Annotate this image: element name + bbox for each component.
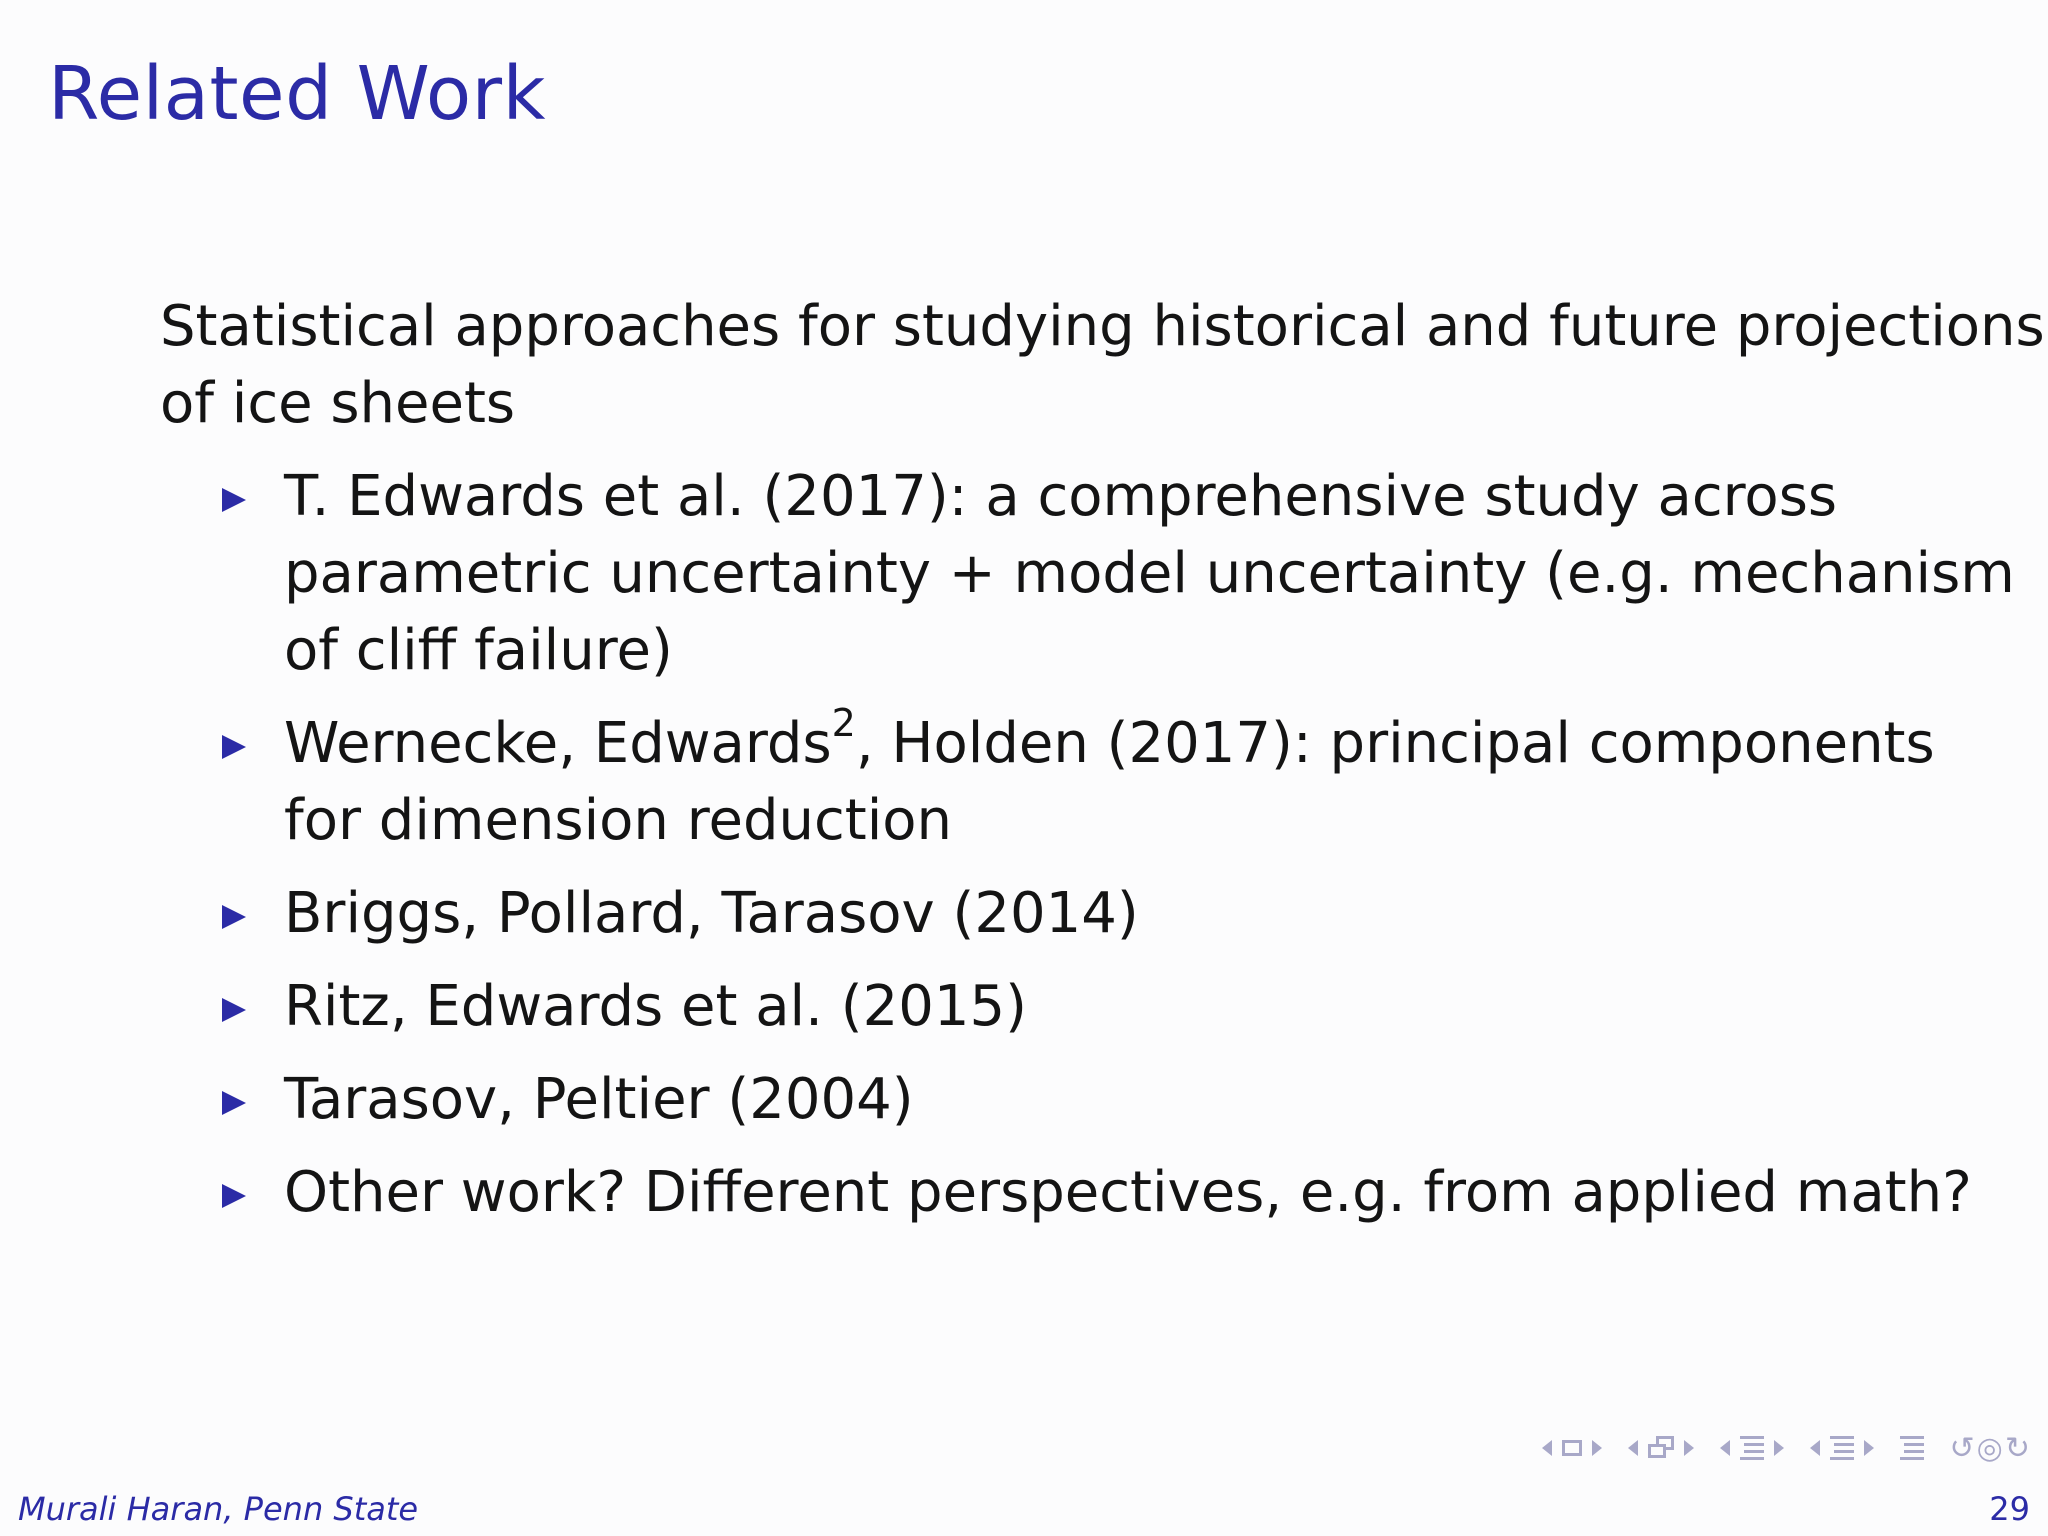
intro-text [160, 288, 2045, 442]
superscript: 2 [831, 701, 856, 746]
bullet-line: of cliff failure) [284, 618, 673, 683]
arrow-left-icon[interactable] [1542, 1440, 1552, 1456]
arrow-right-icon[interactable] [1774, 1440, 1784, 1456]
arrow-left-icon[interactable] [1810, 1440, 1820, 1456]
bullet-item [160, 875, 1920, 952]
arrow-right-icon[interactable] [1864, 1440, 1874, 1456]
bullet-line: Ritz, Edwards et al. (2015) [284, 974, 1027, 1039]
section-nav-icon[interactable] [1740, 1436, 1764, 1460]
bullet-item [160, 701, 1935, 859]
bullet-list [160, 458, 2015, 1231]
bullet-item [160, 968, 1920, 1045]
search-nav[interactable] [1950, 1431, 2032, 1466]
bullet-line: T. Edwards et al. (2017): a comprehensive study across [284, 464, 1838, 529]
bullet-line: Briggs, Pollard, Tarasov (2014) [284, 881, 1139, 946]
bullet-text: , Holden (2017): principal components [855, 711, 1935, 776]
bullet-item [160, 458, 2015, 689]
beamer-navigation-bar [1516, 1428, 2032, 1468]
search-icon[interactable]: ↺◎↻ [1949, 1430, 2032, 1466]
arrow-left-icon[interactable] [1720, 1440, 1730, 1456]
align-icon[interactable] [1900, 1436, 1924, 1460]
arrow-right-icon[interactable] [1684, 1440, 1694, 1456]
subsection-nav[interactable] [1628, 1436, 1694, 1460]
intro-line-1: Statistical approaches for studying historical and future projections [160, 294, 2045, 359]
slide-nav-icon[interactable] [1830, 1436, 1854, 1460]
section-nav[interactable] [1720, 1436, 1784, 1460]
bullet-triangle-icon [222, 998, 246, 1022]
frame-nav[interactable] [1542, 1440, 1602, 1456]
bullet-line: Other work? Different perspectives, e.g. from applied math? [284, 1160, 1972, 1225]
bullet-triangle-icon [222, 1184, 246, 1208]
align-nav[interactable] [1900, 1436, 1924, 1460]
bullet-line: parametric uncertainty + model uncertainty (e.g. mechanism [284, 541, 2015, 606]
arrow-right-icon[interactable] [1592, 1440, 1602, 1456]
bullet-triangle-icon [222, 735, 246, 759]
arrow-left-icon[interactable] [1628, 1440, 1638, 1456]
bullet-line: for dimension reduction [284, 788, 953, 853]
page-number: 29 [1989, 1490, 2030, 1528]
bullet-item [160, 1061, 1920, 1138]
bullet-line [284, 701, 1935, 782]
slide-nav[interactable] [1810, 1436, 1874, 1460]
subsection-nav-icon[interactable] [1648, 1436, 1674, 1460]
bullet-item [160, 1154, 1972, 1231]
bullet-triangle-icon [222, 905, 246, 929]
bullet-triangle-icon [222, 1091, 246, 1115]
intro-line-2: of ice sheets [160, 371, 516, 436]
footer-author: Murali Haran, Penn State [18, 1490, 419, 1528]
slide-content [160, 288, 2045, 1247]
bullet-triangle-icon [222, 488, 246, 512]
bullet-line: Tarasov, Peltier (2004) [284, 1067, 914, 1132]
slide-title: Related Work [48, 51, 546, 137]
frame-nav-icon[interactable] [1562, 1440, 1582, 1456]
bullet-text: Wernecke, Edwards [284, 711, 832, 776]
